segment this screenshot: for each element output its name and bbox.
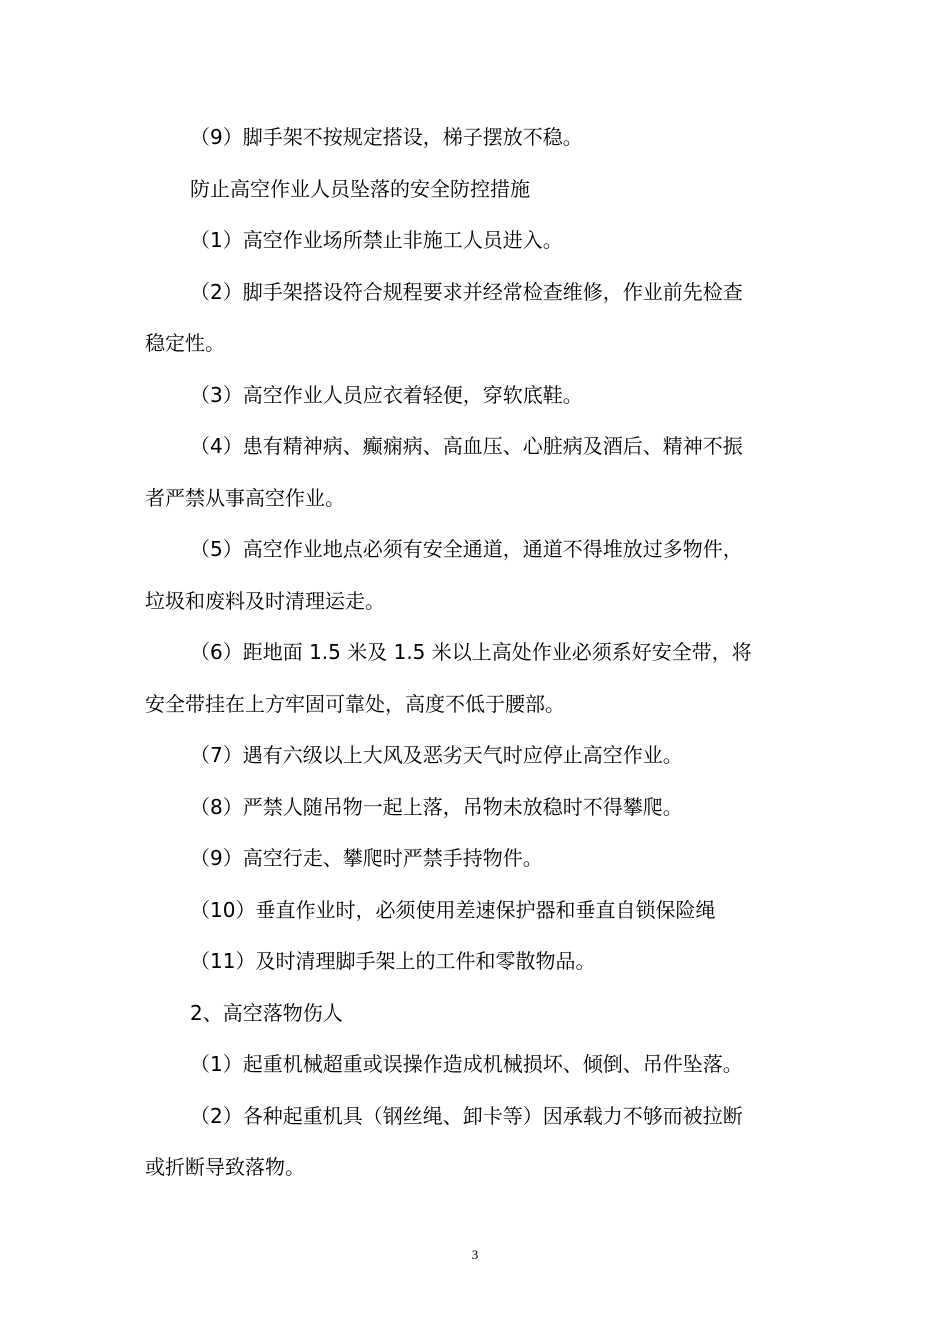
paragraph-line: （10）垂直作业时，必须使用差速保护器和垂直自锁保险绳 bbox=[190, 897, 716, 922]
paragraph-line: （9）高空行走、攀爬时严禁手持物件。 bbox=[190, 846, 543, 870]
paragraph-line: （1）高空作业场所禁止非施工人员进入。 bbox=[190, 228, 563, 252]
paragraph-line: （8）严禁人随吊物一起上落，吊物未放稳时不得攀爬。 bbox=[190, 794, 683, 819]
paragraph-line: （2）各种起重机具（钢丝绳、卸卡等）因承载力不够而被拉断 bbox=[190, 1103, 743, 1128]
paragraph-continuation: 垃圾和废料及时清理运走。 bbox=[145, 588, 385, 613]
page-number: 3 bbox=[471, 1247, 479, 1262]
section-heading: 2、高空落物伤人 bbox=[190, 1000, 343, 1025]
paragraph-line: （9）脚手架不按规定搭设，梯子摆放不稳。 bbox=[190, 125, 583, 149]
paragraph-line: （5）高空作业地点必须有安全通道，通道不得堆放过多物件， bbox=[190, 537, 743, 561]
section-heading: 防止高空作业人员坠落的安全防控措施 bbox=[190, 176, 530, 201]
paragraph-line: （3）高空作业人员应衣着轻便，穿软底鞋。 bbox=[190, 382, 583, 407]
paragraph-line: （4）患有精神病、癫痫病、高血压、心脏病及酒后、精神不振 bbox=[190, 434, 743, 458]
paragraph-line: （1）起重机械超重或误操作造成机械损坏、倾倒、吊件坠落。 bbox=[190, 1052, 743, 1076]
paragraph-line: （2）脚手架搭设符合规程要求并经常检查维修，作业前先检查 bbox=[190, 279, 743, 304]
paragraph-continuation: 或折断导致落物。 bbox=[145, 1155, 305, 1179]
paragraph-line: （6）距地面 1.5 米及 1.5 米以上高处作业必须系好安全带，将 bbox=[190, 640, 752, 664]
paragraph-continuation: 者严禁从事高空作业。 bbox=[145, 485, 345, 510]
paragraph-line: （11）及时清理脚手架上的工件和零散物品。 bbox=[190, 949, 596, 973]
paragraph-line: （7）遇有六级以上大风及恶劣天气时应停止高空作业。 bbox=[190, 743, 683, 767]
document-body bbox=[145, 112, 805, 1194]
paragraph-continuation: 安全带挂在上方牢固可靠处，高度不低于腰部。 bbox=[145, 691, 565, 716]
paragraph-continuation: 稳定性。 bbox=[145, 331, 225, 355]
